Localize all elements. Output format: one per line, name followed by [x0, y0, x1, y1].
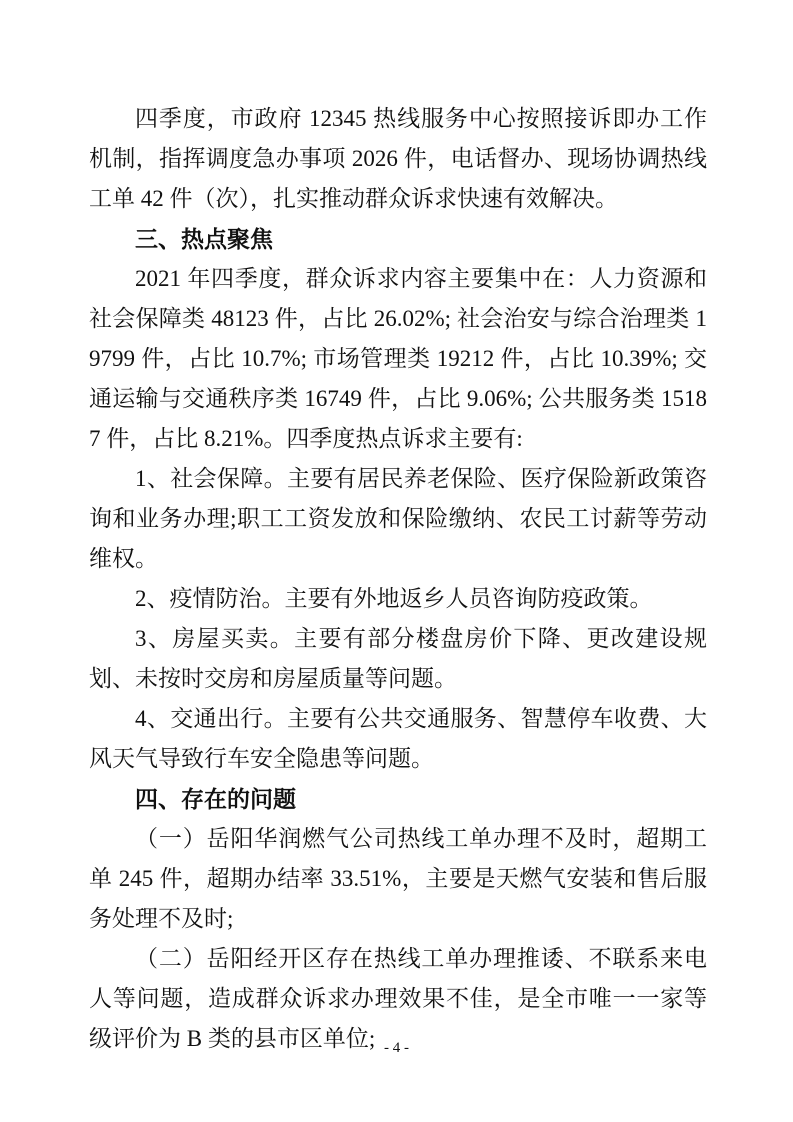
- paragraph-hotspot-3-housing-transactions: 3、房屋买卖。主要有部分楼盘房价下降、更改建设规划、未按时交房和房屋质量等问题。: [89, 626, 707, 691]
- paragraph-hotspot-1-social-security: 1、社会保障。主要有居民养老保险、医疗保险新政策咨询和业务办理;职工工资发放和保险缴纳、农民工讨薪等劳动维权。: [89, 466, 707, 571]
- heading-existing-problems: 四、存在的问题: [135, 786, 296, 812]
- paragraph-problem-2-economic-development-zone: （二）岳阳经开区存在热线工单办理推诿、不联系来电人等问题，造成群众诉求办理效果不佳，是全市唯一一家等级评价为 B 类的县市区单位;: [89, 946, 707, 1051]
- heading-hotspot-focus: 三、热点聚焦: [135, 226, 273, 252]
- paragraph-hotspot-4-transportation: 4、交通出行。主要有公共交通服务、智慧停车收费、大风天气导致行车安全隐患等问题。: [89, 706, 707, 771]
- paragraph-problem-1-gas-company: （一）岳阳华润燃气公司热线工单办理不及时，超期工单 245 件，超期办结率 33.51%，主要是天燃气安装和售后服务处理不及时;: [89, 826, 707, 931]
- paragraph-hotspot-2-epidemic-prevention: 2、疫情防治。主要有外地返乡人员咨询防疫政策。: [135, 586, 653, 611]
- page-number: - 4 -: [384, 1040, 409, 1056]
- paragraph-demand-categories-stats: 2021 年四季度，群众诉求内容主要集中在：人力资源和社会保障类 48123 件，占比 26.02%; 社会治安与综合治理类 19799 件，占比 10.7%; 市场管理类 19212 件，占比 10.39%; 交通运输与交通秩序类 16749 件，占比 9.06%; 公共服务类 15187 件，占比 8.21%。四季度热点诉求主要有:: [89, 266, 707, 451]
- paragraph-q4-dispatch-summary: 四季度，市政府 12345 热线服务中心按照接诉即办工作机制，指挥调度急办事项 2026 件，电话督办、现场协调热线工单 42 件（次），扎实推动群众诉求快速有效解决。: [89, 106, 707, 211]
